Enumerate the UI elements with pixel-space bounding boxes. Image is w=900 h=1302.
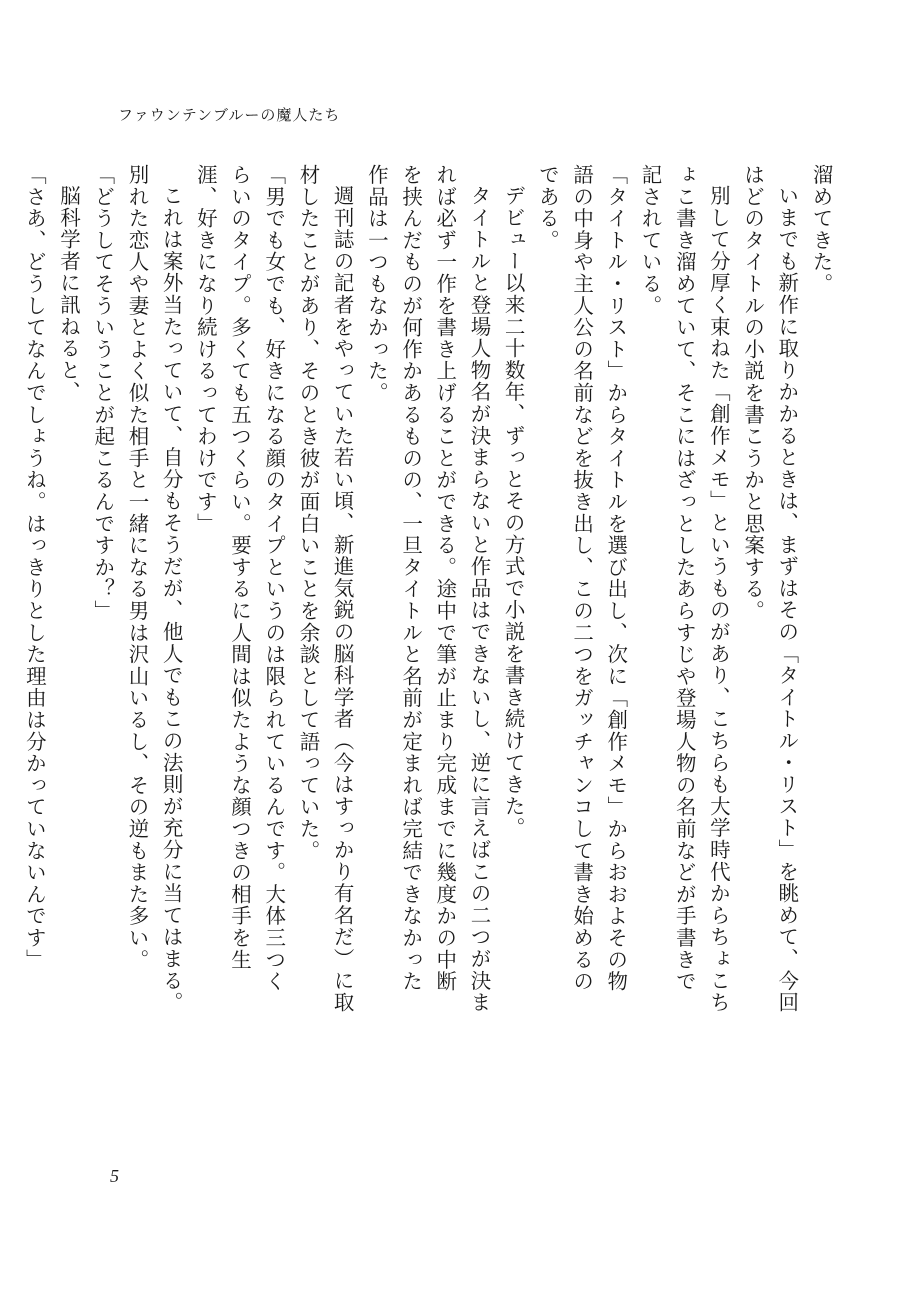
paragraph: 「タイトル・リスト」からタイトルを選び出し、次に「創作メモ」からおおよその物語の中身や主人公の名前などを抜き出し、この二つをガッチャンコして書き始めるのである。	[535, 164, 628, 993]
body-text	[22, 164, 838, 1014]
paragraph: 「男でも女でも、好きになる顔のタイプというのは限られているんです。大体三つくらいのタイプ。多くても五つくらい。要するに人間は似たような顔つきの相手を生涯、好きになり続けるってわけです」	[193, 164, 286, 993]
paragraph: 溜めてきた。	[809, 164, 833, 295]
running-title: ファウンテンブルーの魔人たち	[118, 106, 341, 124]
paragraph: 「どうしてそういうことが起こるんですか？」	[90, 164, 115, 622]
paragraph: これは案外当たっていて、自分もそうだが、他人でもこの法則が充分に当てはまる。別れた恋人や妻とよく似た相手と一緒になる男は沢山いるし、その逆もまた多い。	[124, 164, 184, 1013]
paragraph: いまでも新作に取りかかるときは、まずはその「タイトル・リスト」を眺めて、今回はどのタイトルの小説を書こうかと思案する。	[740, 164, 799, 1013]
paragraph: 「さあ、どうしてなんでしょうね。はっきりとした理由は分かっていないんです」	[22, 164, 47, 971]
paragraph: デビュー以来二十数年、ずっとその方式で小説を書き続けてきた。	[501, 184, 526, 839]
paragraph: 脳科学者に訊ねると、	[56, 184, 81, 403]
paragraph: タイトルと登場人物名が決まらないと作品はできないし、逆に言えばこの二つが決まれば必ず一作を書き上げることができる。途中で筆が止まり完成までに幾度かの中断を挟んだものが何作かあるものの、一旦タイトルと名前が定まれば完結できなかった作品は一つもなかった。	[364, 164, 491, 1013]
page-number: 5	[110, 1166, 119, 1186]
paragraph: 週刊誌の記者をやっていた若い頃、新進気鋭の脳科学者（今はすっかり有名だ）に取材したことがあり、そのとき彼が面白いことを余談として語っていた。	[295, 164, 355, 1013]
paragraph: 別して分厚く束ねた「創作メモ」というものがあり、こちらも大学時代からちょこちょこ書き溜めていて、そこにはざっとしたあらすじや登場人物の名前などが手書きで記されている。	[637, 164, 731, 1013]
